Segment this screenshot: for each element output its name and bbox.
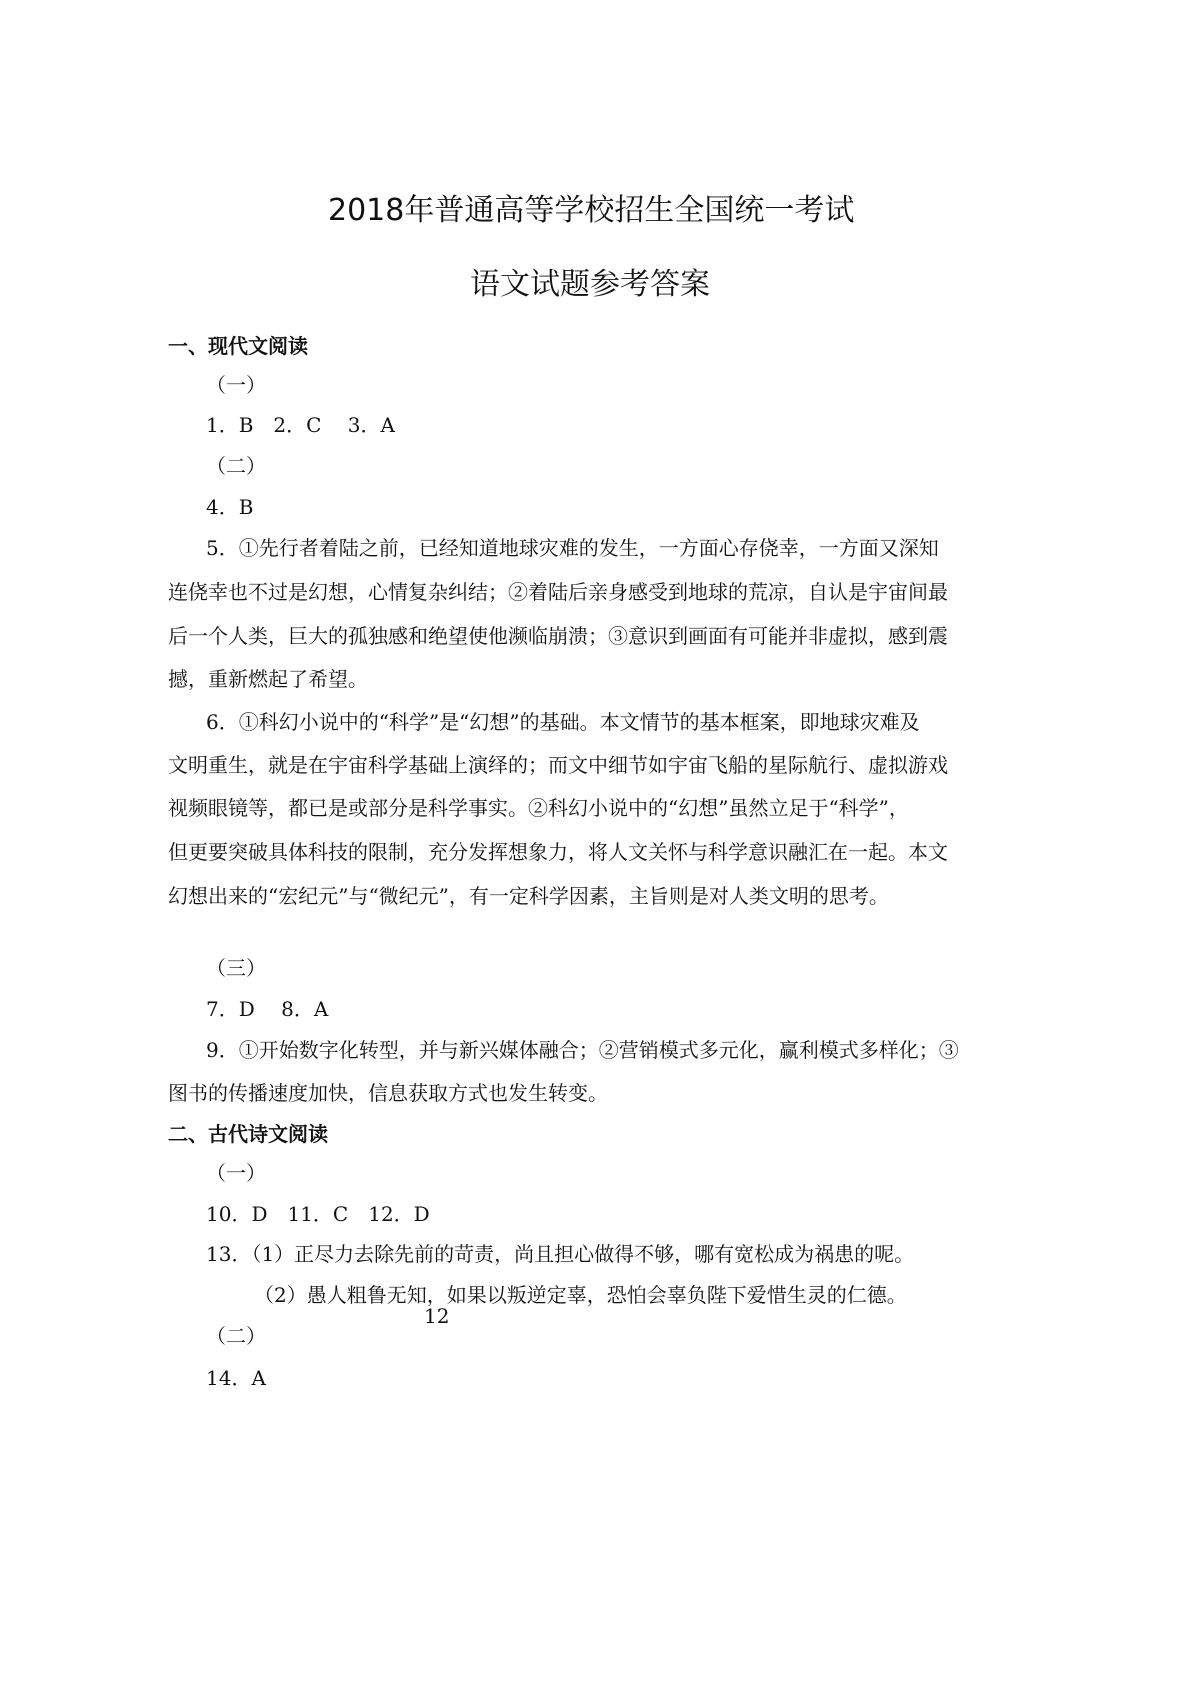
section-heading-2: 二、古代诗文阅读	[168, 1122, 328, 1146]
page-subtitle: 语文试题参考答案	[470, 267, 710, 302]
answer-4: 4．B	[206, 495, 254, 519]
part-label-1-2: （二）	[206, 454, 266, 478]
answer-9-line-2: 图书的传播速度加快，信息获取方式也发生转变。	[168, 1081, 608, 1105]
answer-5-line-2: 连侥幸也不过是幻想，心情复杂纠结；②着陆后亲身感受到地球的荒凉，自认是宇宙间最	[168, 580, 948, 604]
part-label-2-2: （二）	[206, 1324, 266, 1348]
answers-1-3: 1．B 2．C 3．A	[206, 413, 395, 437]
answer-6-line-1: 6．①科幻小说中的“科学”是“幻想”的基础。本文情节的基本框案，即地球灾难及	[206, 710, 920, 734]
answer-6-line-2: 文明重生，就是在宇宙科学基础上演绎的；而文中细节如宇宙飞船的星际航行、虚拟游戏	[168, 753, 948, 777]
answers-7-8: 7．D 8．A	[206, 997, 329, 1021]
section-heading-1: 一、现代文阅读	[168, 334, 308, 358]
answer-9-line-1: 9．①开始数字化转型，并与新兴媒体融合；②营销模式多元化，赢利模式多样化；③	[206, 1038, 959, 1062]
answer-14: 14．A	[206, 1366, 266, 1390]
page-title: 2018年普通高等学校招生全国统一考试	[328, 193, 855, 228]
answer-5-line-3: 后一个人类，巨大的孤独感和绝望使他濒临崩溃；③意识到画面有可能并非虚拟，感到震	[168, 624, 948, 648]
answers-10-12: 10．D 11．C 12．D	[206, 1202, 430, 1226]
answer-6-line-4: 但更要突破具体科技的限制，充分发挥想象力，将人文关怀与科学意识融汇在一起。本文	[168, 840, 948, 864]
page-number: 12	[424, 1304, 450, 1328]
answer-5-line-4: 撼，重新燃起了希望。	[168, 667, 368, 691]
answer-13-2: （2）愚人粗鲁无知，如果以叛逆定辜，恐怕会辜负陛下爱惜生灵的仁德。	[254, 1283, 907, 1307]
part-label-1-1: （一）	[206, 373, 266, 397]
part-label-2-1: （一）	[206, 1161, 266, 1185]
answer-5-line-1: 5．①先行者着陆之前，已经知道地球灾难的发生，一方面心存侥幸，一方面又深知	[206, 536, 939, 560]
answer-6-line-3: 视频眼镜等，都已是或部分是科学事实。②科幻小说中的“幻想”虽然立足于“科学”，	[168, 796, 909, 820]
answer-6-line-5: 幻想出来的“宏纪元”与“微纪元”，有一定科学因素，主旨则是对人类文明的思考。	[168, 884, 889, 908]
part-label-1-3: （三）	[206, 956, 266, 980]
answer-13-1: 13．（1）正尽力去除先前的苛责，尚且担心做得不够，哪有宽松成为祸患的呢。	[206, 1242, 915, 1266]
